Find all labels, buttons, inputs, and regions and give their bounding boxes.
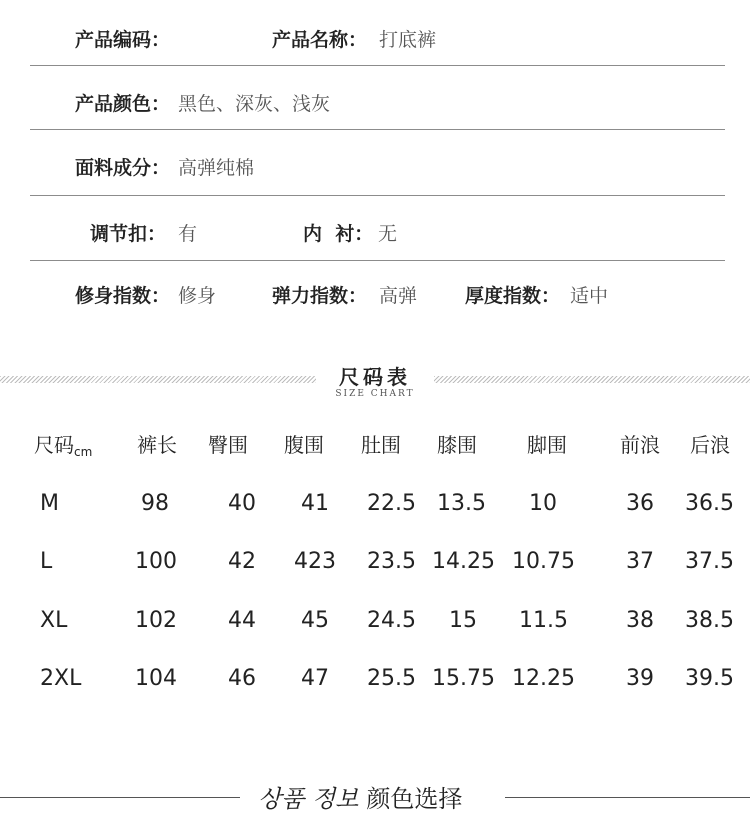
size-chart-subtitle: SIZE CHART xyxy=(335,389,415,399)
cell-knee: 15.75 xyxy=(432,666,495,691)
buckle-label: 调节扣： xyxy=(90,223,167,245)
col-header-belly: 腹围 xyxy=(284,433,324,457)
footer-korean-text: 상품 정보 xyxy=(258,785,359,813)
cell-back-rise: 38.5 xyxy=(685,608,734,633)
cell-size: M xyxy=(40,491,59,516)
cell-belly: 423 xyxy=(294,549,336,574)
col-header-front-rise: 前浪 xyxy=(620,433,660,457)
cell-waist: 22.5 xyxy=(367,491,416,516)
cell-hip: 44 xyxy=(228,608,256,633)
cell-length: 102 xyxy=(135,608,177,633)
lining-label: 内 衬： xyxy=(303,223,374,245)
col-header-ankle: 脚围 xyxy=(527,433,567,457)
footer-heading xyxy=(258,779,462,814)
info-row-buckle-lining xyxy=(0,219,750,249)
fabric-value: 高弹纯棉 xyxy=(178,157,255,179)
footer-section-title: 颜色选择 xyxy=(366,785,463,813)
cell-ankle: 10.75 xyxy=(512,549,575,574)
cell-belly: 45 xyxy=(301,608,329,633)
cell-hip: 40 xyxy=(228,491,256,516)
cell-ankle: 11.5 xyxy=(519,608,568,633)
cell-front-rise: 36 xyxy=(626,491,654,516)
col-header-hip: 臀围 xyxy=(208,433,248,457)
col-header-length: 裤长 xyxy=(137,433,177,457)
col-header-back-rise: 后浪 xyxy=(690,433,730,457)
col-header-knee: 膝围 xyxy=(437,433,477,457)
cell-hip: 46 xyxy=(228,666,256,691)
slim-value: 修身 xyxy=(178,285,217,307)
cell-size: XL xyxy=(40,608,68,633)
stretch-label: 弹力指数： xyxy=(272,285,368,307)
name-value: 打底裤 xyxy=(379,29,437,51)
cell-knee: 15 xyxy=(449,608,477,633)
info-row-code-name xyxy=(0,25,750,55)
thickness-value: 适中 xyxy=(570,285,609,307)
fabric-label: 面料成分： xyxy=(75,157,171,179)
cell-length: 98 xyxy=(141,491,169,516)
divider xyxy=(30,65,725,66)
size-chart-title: 尺码表 xyxy=(339,365,411,389)
cell-ankle: 12.25 xyxy=(512,666,575,691)
cell-ankle: 10 xyxy=(529,491,557,516)
cell-knee: 14.25 xyxy=(432,549,495,574)
divider xyxy=(30,260,725,261)
divider xyxy=(30,129,725,130)
footer-divider-right xyxy=(505,797,750,798)
info-row-indices xyxy=(0,281,750,311)
cell-back-rise: 36.5 xyxy=(685,491,734,516)
footer-divider-left xyxy=(0,797,240,798)
cell-waist: 23.5 xyxy=(367,549,416,574)
code-label: 产品编码： xyxy=(75,29,171,51)
cell-size: L xyxy=(40,549,53,574)
cell-hip: 42 xyxy=(228,549,256,574)
cell-back-rise: 39.5 xyxy=(685,666,734,691)
cell-knee: 13.5 xyxy=(437,491,486,516)
lining-value: 无 xyxy=(378,223,398,245)
slim-label: 修身指数： xyxy=(75,285,171,307)
cell-back-rise: 37.5 xyxy=(685,549,734,574)
color-value: 黑色、深灰、浅灰 xyxy=(178,93,331,115)
name-label: 产品名称： xyxy=(272,29,368,51)
cell-belly: 47 xyxy=(301,666,329,691)
cell-front-rise: 39 xyxy=(626,666,654,691)
cell-belly: 41 xyxy=(301,491,329,516)
cell-length: 100 xyxy=(135,549,177,574)
info-row-fabric xyxy=(0,153,750,183)
thickness-label: 厚度指数： xyxy=(465,285,561,307)
unit-label: cm xyxy=(74,445,93,459)
cell-length: 104 xyxy=(135,666,177,691)
info-row-color xyxy=(0,89,750,119)
buckle-value: 有 xyxy=(178,223,198,245)
col-header-size xyxy=(34,430,92,463)
divider xyxy=(30,195,725,196)
cell-waist: 25.5 xyxy=(367,666,416,691)
cell-front-rise: 37 xyxy=(626,549,654,574)
cell-size: 2XL xyxy=(40,666,82,691)
color-label: 产品颜色： xyxy=(75,93,171,115)
cell-waist: 24.5 xyxy=(367,608,416,633)
stretch-value: 高弹 xyxy=(379,285,418,307)
cell-front-rise: 38 xyxy=(626,608,654,633)
col-header-label: 尺码 xyxy=(34,433,74,457)
col-header-waist: 肚围 xyxy=(361,433,401,457)
